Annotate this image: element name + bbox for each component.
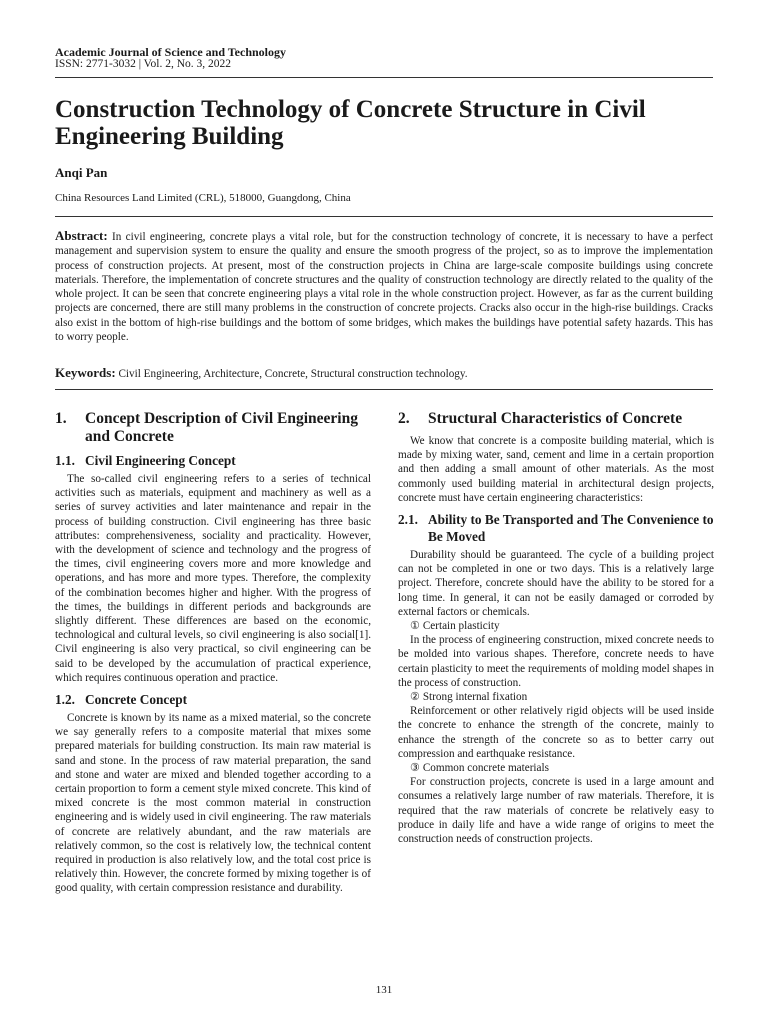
header-divider — [55, 77, 713, 78]
section-1-2-heading — [55, 691, 371, 708]
section-number: 1.2. — [55, 692, 75, 708]
plasticity-text: In the process of engineering construction, mixed concrete needs to be molded into various shapes. Therefore, concrete needs to have certain plasticity to meet the requirements of molding model shapes in the process of construction. — [398, 634, 714, 689]
section-title: Ability to Be Transported and The Convenience to Be Moved — [428, 512, 714, 545]
section-2-1-text: Durability should be guaranteed. The cycle of a building project can not be completed in one or two days. This is a relatively large project. Therefore, concrete should have the ability to be stored for a long time. In general, it can not be easily damaged or corroded by external factors or chemicals. — [398, 549, 714, 618]
section-2-intro: We know that concrete is a composite building material, which is made by mixing water, sand, cement and lime in a certain proportion and then adding a small amount of other materials. As the most commonly used building material in architectural design projects, concrete must have certain engineering characteristics: — [398, 435, 714, 504]
paper-title: Construction Technology of Concrete Structure in Civil Engineering Building — [55, 96, 646, 150]
left-column — [55, 410, 371, 896]
section-1-1-heading — [55, 452, 371, 469]
fixation-text: Reinforcement or other relatively rigid objects will be used inside the concrete to enhance the strength of the concrete, mainly to enhance the strength of the concrete so as to better carry out compression and earthquake resistance. — [398, 705, 714, 760]
list-item-fixation: ② Strong internal fixation — [410, 691, 528, 704]
abstract-text: In civil engineering, concrete plays a vital role, but for the construction technology of concrete, it is necessary to have a perfect management and supervision system to ensure the quality and ensure the smooth progress of the project, so as to improve the implementation process of construction projects. At present, most of the construction projects in China are large-scale composite buildings using concrete materials. Therefore, the implementation of concrete structures and the quality of construction technology are directly related to the quality of the whole project. It can be seen that concrete engineering plays a vital role in the whole construction project. However, as far as the current building projects are concerned, there are still many problems in the construction of concrete projects. Cracks also occur in the high-rise buildings. Cracks also exist in the bottom of high-rise buildings and the bottom of some bridges, which makes the buildings have potential safety hazards. This has to worry people. — [55, 231, 714, 344]
list-item-materials: ③ Common concrete materials — [410, 762, 549, 775]
abstract-top-divider — [55, 216, 713, 217]
page-number: 131 — [375, 984, 393, 996]
section-title: Concept Description of Civil Engineering and Concrete — [85, 410, 358, 445]
abstract — [55, 229, 713, 344]
journal-name: Academic Journal of Science and Technology — [55, 45, 287, 59]
author-affiliation: China Resources Land Limited (CRL), 518000, Guangdong, China — [55, 192, 351, 204]
section-2-heading — [398, 410, 714, 428]
abstract-bottom-divider — [55, 389, 713, 390]
section-number: 1.1. — [55, 453, 75, 468]
section-title: Concrete Concept — [85, 692, 188, 708]
section-number: 2. — [398, 410, 410, 427]
section-1-2-text: Concrete is known by its name as a mixed material, so the concrete we say generally refers to a composite material that mixes some prepared materials for building construction. Its main raw material is sand and stone. In the process of raw material preparation, the sand and stone and water are mixed and blended together according to a certain proportion to form a cement style mixed concrete. This kind of mixed concrete is the most common material in construction engineering and is widely used in civil engineering. The raw materials of concrete are relatively abundant, and the raw materials are relatively common, so the cost is relatively low, the technical content required in production is also relatively low, and the total cost price is relatively thin. However, the concrete formed by mixing together is of good quality, with certain compression resistance and durability. — [55, 712, 371, 895]
materials-text: For construction projects, concrete is used in a large amount and consumes a relatively large number of raw materials. Therefore, it is required that the raw materials of concrete be relatively easy to produce in daily life and have a wide range of origins to meet the construction needs of construction projects. — [398, 776, 714, 846]
section-title: Structural Characteristics of Concrete — [428, 410, 683, 427]
journal-issn: ISSN: 2771-3032 | Vol. 2, No. 3, 2022 — [55, 58, 231, 70]
abstract-label: Abstract: — [55, 228, 108, 243]
section-title: Civil Engineering Concept — [85, 453, 236, 468]
right-column — [398, 410, 714, 846]
keywords — [55, 365, 468, 381]
paper-page — [55, 0, 713, 1024]
section-1-heading — [55, 410, 371, 446]
keywords-text: Civil Engineering, Architecture, Concrete, Structural construction technology. — [118, 368, 468, 380]
section-number: 1. — [55, 410, 67, 427]
section-2-1-heading — [398, 511, 714, 545]
section-number: 2.1. — [398, 512, 418, 528]
section-1-1-text: The so-called civil engineering refers to a series of technical activities such as materials, equipment and machinery as well as a series of survey activities and later maintenance and repair in the process of building construction. Civil engineering has three basic attributes: comprehensiveness, sociality and practicality. However, with the development of science and technology and the progress of the times, civil engineering covers more and more knowledge and operations, and has more and more types. Therefore, the complexity of the combination becomes higher and higher. With the progress of the times, the buildings in different periods and backgrounds are slightly different. These differences are based on the economic, technological and cultural levels, so civil engineering is also social[1]. Civil engineering is also very practical, so civil engineering can be said to be developed by the accumulation of practical experience, which requires continuous operation and practice. — [55, 473, 371, 684]
author-name: Anqi Pan — [55, 165, 108, 180]
keywords-label: Keywords: — [55, 365, 116, 380]
list-item-plasticity: ① Certain plasticity — [410, 620, 500, 633]
